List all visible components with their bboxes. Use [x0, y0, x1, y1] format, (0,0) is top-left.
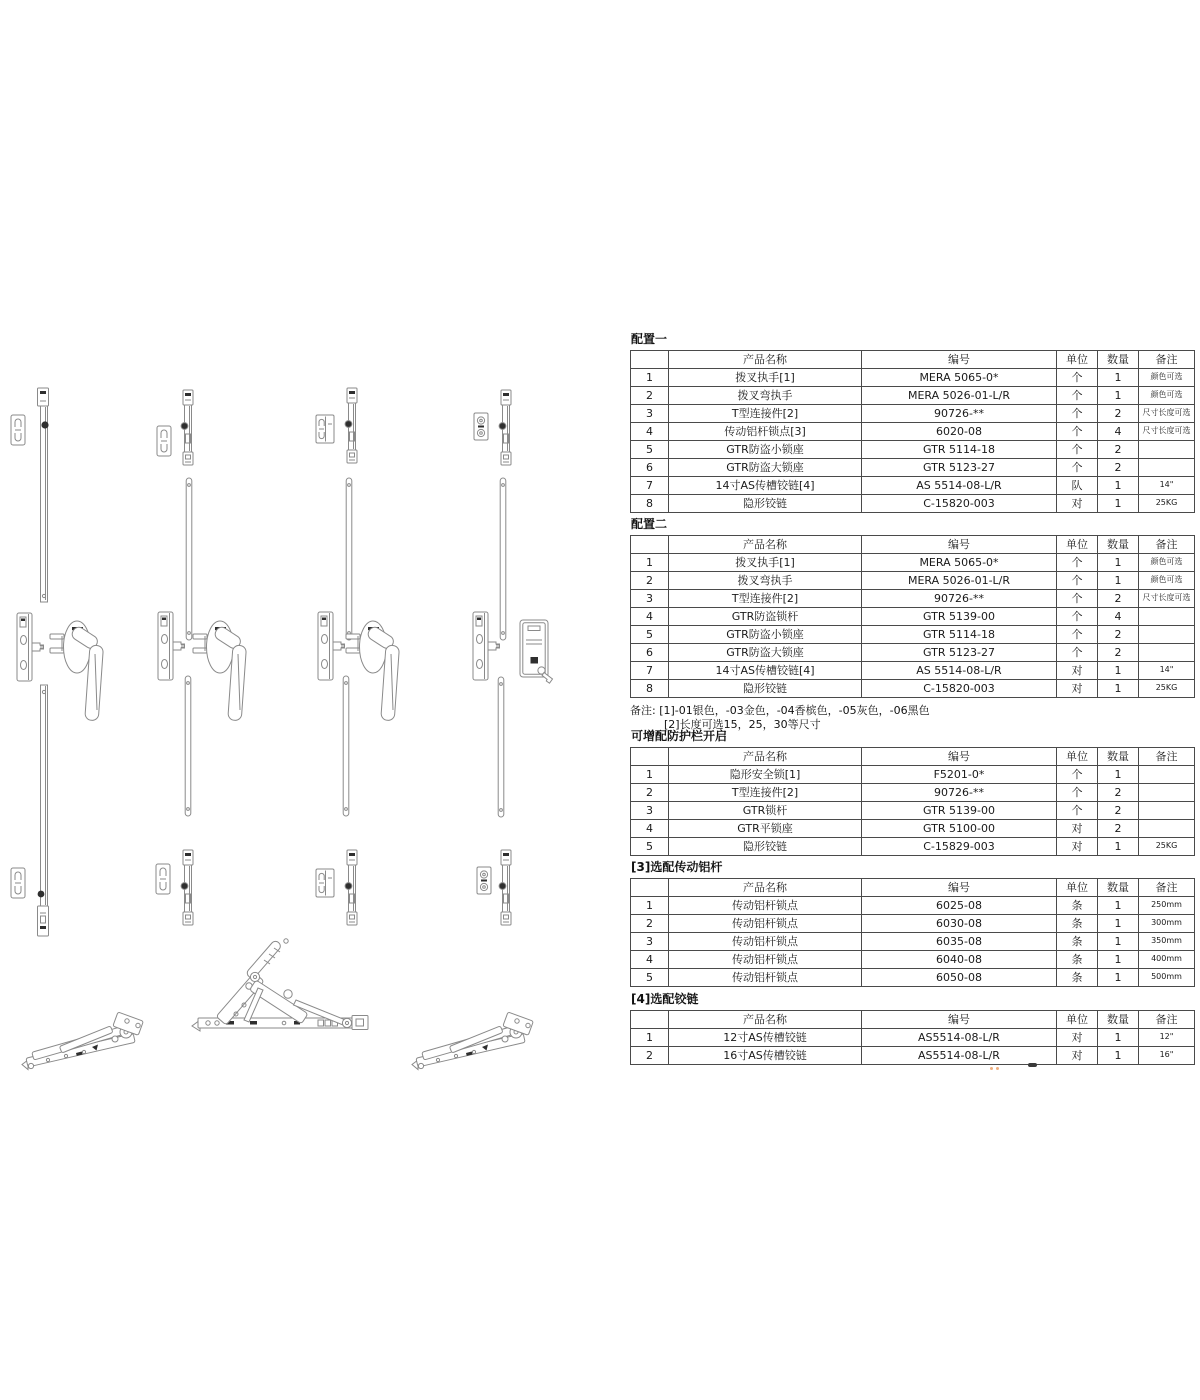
table-cell: 颜色可选 [1139, 572, 1195, 590]
table-row [631, 554, 1195, 572]
table-cell: 90726-** [862, 590, 1057, 608]
table-cell: 1 [1098, 387, 1139, 405]
table-cell: 传动铝杆锁点 [669, 951, 862, 969]
table-row [631, 608, 1195, 626]
window-handle-icon [193, 621, 246, 721]
table-cell: GTR防盗大锁座 [669, 644, 862, 662]
column-header: 产品名称 [669, 879, 862, 897]
hardware-drawings [0, 380, 570, 1090]
column-header: 单位 [1057, 536, 1098, 554]
column-header: 产品名称 [669, 748, 862, 766]
table-cell [1139, 459, 1195, 477]
footnote-colors: 备注: [1]-01银色，-03金色，-04香槟色，-05灰色，-06黑色 [630, 704, 930, 717]
table-cell: 2 [1098, 820, 1139, 838]
lock-keeper-icon [17, 613, 44, 681]
table-row [631, 680, 1195, 698]
table-cell: 隐形铰链 [669, 495, 862, 513]
parts-table-optional-hinge [630, 1010, 1195, 1065]
table-row [631, 969, 1195, 987]
lock-point-icon [345, 388, 357, 463]
table-row [631, 459, 1195, 477]
table-row [631, 784, 1195, 802]
table-cell: GTR防盗小锁座 [669, 626, 862, 644]
table-row [631, 662, 1195, 680]
table-row [631, 1029, 1195, 1047]
table-cell: 个 [1057, 802, 1098, 820]
table-cell: 12" [1139, 1029, 1195, 1047]
table-cell: T型连接件[2] [669, 405, 862, 423]
table-row [631, 897, 1195, 915]
table-cell: 2 [1098, 784, 1139, 802]
table-cell: 2 [631, 572, 669, 590]
table-cell: 1 [1098, 554, 1139, 572]
table-cell: 隐形铰链 [669, 838, 862, 856]
table-cell: 25KG [1139, 680, 1195, 698]
table-cell: 2 [631, 1047, 669, 1065]
watermark-artifact [1028, 1063, 1037, 1067]
table-cell: 350mm [1139, 933, 1195, 951]
column-header: 编号 [862, 1011, 1057, 1029]
table-cell: GTR 5123-27 [862, 459, 1057, 477]
table-cell [1139, 766, 1195, 784]
table-cell: C-15829-003 [862, 838, 1057, 856]
section-config-1 [630, 332, 1194, 513]
table-cell: GTR防盗锁杆 [669, 608, 862, 626]
section-heading: 配置二 [631, 517, 668, 531]
table-cell: GTR 5139-00 [862, 608, 1057, 626]
table-cell: GTR防盗小锁座 [669, 441, 862, 459]
strike-bracket-icon [11, 868, 25, 898]
table-row [631, 405, 1195, 423]
table-cell: 个 [1057, 608, 1098, 626]
table-cell: 1 [1098, 495, 1139, 513]
drive-rod-icon [498, 677, 504, 817]
table-header-row [631, 536, 1195, 554]
flush-lock-icon [520, 620, 553, 683]
table-cell: 条 [1057, 951, 1098, 969]
table-cell: AS5514-08-L/R [862, 1047, 1057, 1065]
column-header [631, 879, 669, 897]
watermark-artifact [990, 1067, 993, 1070]
table-cell: 1 [1098, 969, 1139, 987]
column-header: 备注 [1139, 1011, 1195, 1029]
table-cell: GTR 5100-00 [862, 820, 1057, 838]
column-header: 数量 [1098, 879, 1139, 897]
table-cell: 4 [631, 423, 669, 441]
table-cell: 1 [1098, 766, 1139, 784]
table-cell: 6040-08 [862, 951, 1057, 969]
table-cell: GTR 5123-27 [862, 644, 1057, 662]
table-cell: 1 [1098, 477, 1139, 495]
table-cell: 1 [1098, 1047, 1139, 1065]
column-header: 数量 [1098, 536, 1139, 554]
table-cell: AS 5514-08-L/R [862, 477, 1057, 495]
table-cell: 传动铝杆锁点[3] [669, 423, 862, 441]
table-cell: GTR防盗大锁座 [669, 459, 862, 477]
parts-table-guardrail [630, 747, 1195, 856]
table-cell: 2 [1098, 459, 1139, 477]
table-cell: 条 [1057, 897, 1098, 915]
drawing-column-3 [316, 388, 399, 925]
column-header: 单位 [1057, 351, 1098, 369]
table-row [631, 802, 1195, 820]
strike-bracket-icon [316, 415, 334, 443]
parts-table-config-1 [630, 350, 1195, 513]
table-cell: 1 [1098, 1029, 1139, 1047]
table-cell: 个 [1057, 405, 1098, 423]
table-cell: 尺寸长度可选 [1139, 405, 1195, 423]
drive-rod-icon [186, 478, 192, 640]
table-cell: 尺寸长度可选 [1139, 423, 1195, 441]
parts-table-config-2 [630, 535, 1195, 698]
table-cell: 6 [631, 459, 669, 477]
table-cell: 6025-08 [862, 897, 1057, 915]
table-cell: 4 [631, 608, 669, 626]
table-cell: 个 [1057, 441, 1098, 459]
table-cell: 3 [631, 405, 669, 423]
table-cell: 尺寸长度可选 [1139, 590, 1195, 608]
table-row [631, 838, 1195, 856]
table-cell: 4 [1098, 608, 1139, 626]
drive-rod-icon [500, 478, 506, 640]
table-cell: 1 [631, 369, 669, 387]
column-header: 备注 [1139, 748, 1195, 766]
table-cell: 5 [631, 838, 669, 856]
table-cell: 拨叉弯执手 [669, 387, 862, 405]
column-header: 单位 [1057, 879, 1098, 897]
table-cell: 3 [631, 590, 669, 608]
table-cell [1139, 608, 1195, 626]
column-header [631, 748, 669, 766]
table-cell: T型连接件[2] [669, 590, 862, 608]
table-cell: 14寸AS传槽铰链[4] [669, 662, 862, 680]
table-row [631, 626, 1195, 644]
section-optional-hinge [630, 992, 1194, 1065]
column-header: 数量 [1098, 351, 1139, 369]
table-row [631, 766, 1195, 784]
table-cell: 3 [631, 802, 669, 820]
table-cell: MERA 5065-0* [862, 369, 1057, 387]
table-cell: 12寸AS传槽铰链 [669, 1029, 862, 1047]
drawing-column-2 [156, 390, 246, 925]
table-cell: 25KG [1139, 838, 1195, 856]
table-row [631, 590, 1195, 608]
table-cell: AS 5514-08-L/R [862, 662, 1057, 680]
drawing-column-1 [11, 388, 103, 936]
table-cell: 对 [1057, 838, 1098, 856]
table-cell: 6050-08 [862, 969, 1057, 987]
table-cell: 对 [1057, 1047, 1098, 1065]
table-cell: C-15820-003 [862, 495, 1057, 513]
table-cell [1139, 626, 1195, 644]
table-cell: 1 [1098, 933, 1139, 951]
drawing-column-4 [473, 390, 553, 925]
friction-hinge-folded-icon [22, 1012, 143, 1070]
strike-bracket-icon [477, 867, 491, 894]
table-cell [1139, 784, 1195, 802]
section-heading: 配置一 [631, 332, 668, 346]
table-cell: 4 [631, 951, 669, 969]
table-cell: MERA 5026-01-L/R [862, 572, 1057, 590]
table-header-row [631, 879, 1195, 897]
window-handle-icon [346, 621, 399, 721]
column-header: 编号 [862, 879, 1057, 897]
column-header [631, 351, 669, 369]
column-header [631, 1011, 669, 1029]
friction-hinge-folded-icon [412, 1012, 533, 1070]
table-cell: 6035-08 [862, 933, 1057, 951]
table-cell: 颜色可选 [1139, 369, 1195, 387]
table-cell: 个 [1057, 369, 1098, 387]
table-cell: 对 [1057, 820, 1098, 838]
table-cell: 传动铝杆锁点 [669, 915, 862, 933]
table-cell: 传动铝杆锁点 [669, 897, 862, 915]
table-cell: 500mm [1139, 969, 1195, 987]
column-header: 编号 [862, 748, 1057, 766]
table-cell: 个 [1057, 626, 1098, 644]
table-cell: 2 [1098, 644, 1139, 662]
table-cell: 个 [1057, 554, 1098, 572]
table-row [631, 915, 1195, 933]
column-header: 产品名称 [669, 536, 862, 554]
table-cell: 1 [1098, 369, 1139, 387]
table-cell: 拨叉弯执手 [669, 572, 862, 590]
table-cell: 个 [1057, 644, 1098, 662]
table-cell: 拨叉执手[1] [669, 369, 862, 387]
column-header: 单位 [1057, 1011, 1098, 1029]
drive-rod-long-icon [38, 388, 49, 602]
table-cell: GTR锁杆 [669, 802, 862, 820]
table-cell: 5 [631, 626, 669, 644]
table-row [631, 1047, 1195, 1065]
table-cell: T型连接件[2] [669, 784, 862, 802]
table-row [631, 820, 1195, 838]
table-cell: 90726-** [862, 784, 1057, 802]
table-cell: 2 [1098, 802, 1139, 820]
table-cell: 25KG [1139, 495, 1195, 513]
parts-table-optional-rod [630, 878, 1195, 987]
table-cell: 隐形安全锁[1] [669, 766, 862, 784]
table-cell: F5201-0* [862, 766, 1057, 784]
table-cell: MERA 5065-0* [862, 554, 1057, 572]
lock-point-icon [345, 850, 357, 925]
table-cell: 条 [1057, 969, 1098, 987]
table-cell: 2 [631, 915, 669, 933]
column-header: 备注 [1139, 536, 1195, 554]
table-cell: 5 [631, 969, 669, 987]
table-cell: 条 [1057, 915, 1098, 933]
column-header: 产品名称 [669, 1011, 862, 1029]
table-cell: 1 [1098, 662, 1139, 680]
table-cell: GTR 5114-18 [862, 626, 1057, 644]
window-handle-icon [50, 621, 103, 721]
table-cell: 8 [631, 680, 669, 698]
table-cell: 1 [1098, 572, 1139, 590]
table-row [631, 369, 1195, 387]
strike-bracket-icon [316, 869, 334, 897]
table-cell: 条 [1057, 933, 1098, 951]
table-cell: 个 [1057, 590, 1098, 608]
table-header-row [631, 748, 1195, 766]
table-cell: 颜色可选 [1139, 554, 1195, 572]
table-cell: 90726-** [862, 405, 1057, 423]
table-row [631, 933, 1195, 951]
table-cell: 3 [631, 933, 669, 951]
lock-keeper-icon [473, 612, 500, 680]
table-header-row [631, 351, 1195, 369]
friction-hinge-open-icon [192, 939, 368, 1031]
table-cell: 2 [631, 784, 669, 802]
table-row [631, 441, 1195, 459]
table-cell [1139, 820, 1195, 838]
table-cell: 个 [1057, 423, 1098, 441]
column-header: 数量 [1098, 748, 1139, 766]
watermark-artifact [996, 1067, 999, 1070]
table-cell: 5 [631, 441, 669, 459]
table-cell: 对 [1057, 680, 1098, 698]
strike-bracket-icon [474, 413, 488, 440]
table-cell [1139, 441, 1195, 459]
footnote-lengths: [2]长度可选15，25，30等尺寸 [664, 718, 821, 731]
table-cell: 8 [631, 495, 669, 513]
table-cell: 2 [631, 387, 669, 405]
table-cell: 对 [1057, 1029, 1098, 1047]
lock-keeper-icon [318, 612, 345, 680]
section-heading: [4]选配铰链 [631, 992, 699, 1006]
table-cell: 1 [1098, 838, 1139, 856]
drive-rod-icon [343, 676, 349, 816]
table-cell: 300mm [1139, 915, 1195, 933]
table-cell: C-15820-003 [862, 680, 1057, 698]
table-cell: 个 [1057, 459, 1098, 477]
table-row [631, 477, 1195, 495]
table-cell: 1 [1098, 680, 1139, 698]
lock-point-icon [181, 390, 193, 465]
drive-rod-icon [346, 478, 352, 640]
section-heading: 可增配防护栏开启 [631, 729, 728, 743]
table-cell: 传动铝杆锁点 [669, 969, 862, 987]
table-cell: 个 [1057, 784, 1098, 802]
column-header: 产品名称 [669, 351, 862, 369]
table-cell: 6030-08 [862, 915, 1057, 933]
table-cell: 颜色可选 [1139, 387, 1195, 405]
table-cell: 4 [1098, 423, 1139, 441]
table-cell: 1 [1098, 915, 1139, 933]
lock-point-icon [499, 390, 511, 465]
table-cell: 16寸AS传槽铰链 [669, 1047, 862, 1065]
section-guardrail [630, 729, 1194, 856]
table-cell: 隐形铰链 [669, 680, 862, 698]
table-cell: 2 [1098, 626, 1139, 644]
table-cell: GTR 5139-00 [862, 802, 1057, 820]
table-cell [1139, 802, 1195, 820]
column-header: 备注 [1139, 351, 1195, 369]
footnotes [630, 704, 1194, 732]
table-cell: 7 [631, 477, 669, 495]
table-row [631, 951, 1195, 969]
table-cell: 4 [631, 820, 669, 838]
table-cell: 1 [631, 766, 669, 784]
table-row [631, 572, 1195, 590]
table-cell [1139, 644, 1195, 662]
table-cell: 6020-08 [862, 423, 1057, 441]
table-cell: GTR平锁座 [669, 820, 862, 838]
section-config-2 [630, 517, 1194, 732]
table-cell: 个 [1057, 572, 1098, 590]
table-cell: 对 [1057, 662, 1098, 680]
column-header: 备注 [1139, 879, 1195, 897]
table-cell: 1 [631, 1029, 669, 1047]
lock-point-icon [499, 850, 511, 925]
section-heading: [3]选配传动铝杆 [631, 860, 723, 874]
table-cell: 个 [1057, 766, 1098, 784]
strike-bracket-icon [157, 426, 171, 456]
table-row [631, 644, 1195, 662]
table-cell: 1 [631, 554, 669, 572]
section-optional-rod [630, 860, 1194, 987]
table-cell: 1 [631, 897, 669, 915]
table-cell: 1 [1098, 897, 1139, 915]
column-header: 编号 [862, 536, 1057, 554]
strike-bracket-icon [11, 415, 25, 445]
table-row [631, 387, 1195, 405]
column-header: 编号 [862, 351, 1057, 369]
table-cell: 250mm [1139, 897, 1195, 915]
table-cell: 对 [1057, 495, 1098, 513]
table-cell: 400mm [1139, 951, 1195, 969]
lock-keeper-icon [158, 612, 185, 680]
drive-rod-icon [185, 676, 191, 816]
lock-point-icon [181, 850, 193, 925]
table-cell: 2 [1098, 441, 1139, 459]
table-cell: 14" [1139, 477, 1195, 495]
column-header: 单位 [1057, 748, 1098, 766]
table-cell: 个 [1057, 387, 1098, 405]
table-cell: 队 [1057, 477, 1098, 495]
table-cell: 14" [1139, 662, 1195, 680]
column-header [631, 536, 669, 554]
table-cell: 16" [1139, 1047, 1195, 1065]
table-row [631, 495, 1195, 513]
table-cell: 2 [1098, 405, 1139, 423]
table-header-row [631, 1011, 1195, 1029]
table-cell: GTR 5114-18 [862, 441, 1057, 459]
table-cell: AS5514-08-L/R [862, 1029, 1057, 1047]
table-cell: 2 [1098, 590, 1139, 608]
column-header: 数量 [1098, 1011, 1139, 1029]
table-cell: 拨叉执手[1] [669, 554, 862, 572]
table-cell: 14寸AS传槽铰链[4] [669, 477, 862, 495]
table-cell: 6 [631, 644, 669, 662]
table-cell: 7 [631, 662, 669, 680]
table-cell: MERA 5026-01-L/R [862, 387, 1057, 405]
drive-rod-long-lower-icon [38, 685, 49, 936]
strike-bracket-icon [156, 864, 170, 894]
table-cell: 传动铝杆锁点 [669, 933, 862, 951]
table-row [631, 423, 1195, 441]
table-cell: 1 [1098, 951, 1139, 969]
